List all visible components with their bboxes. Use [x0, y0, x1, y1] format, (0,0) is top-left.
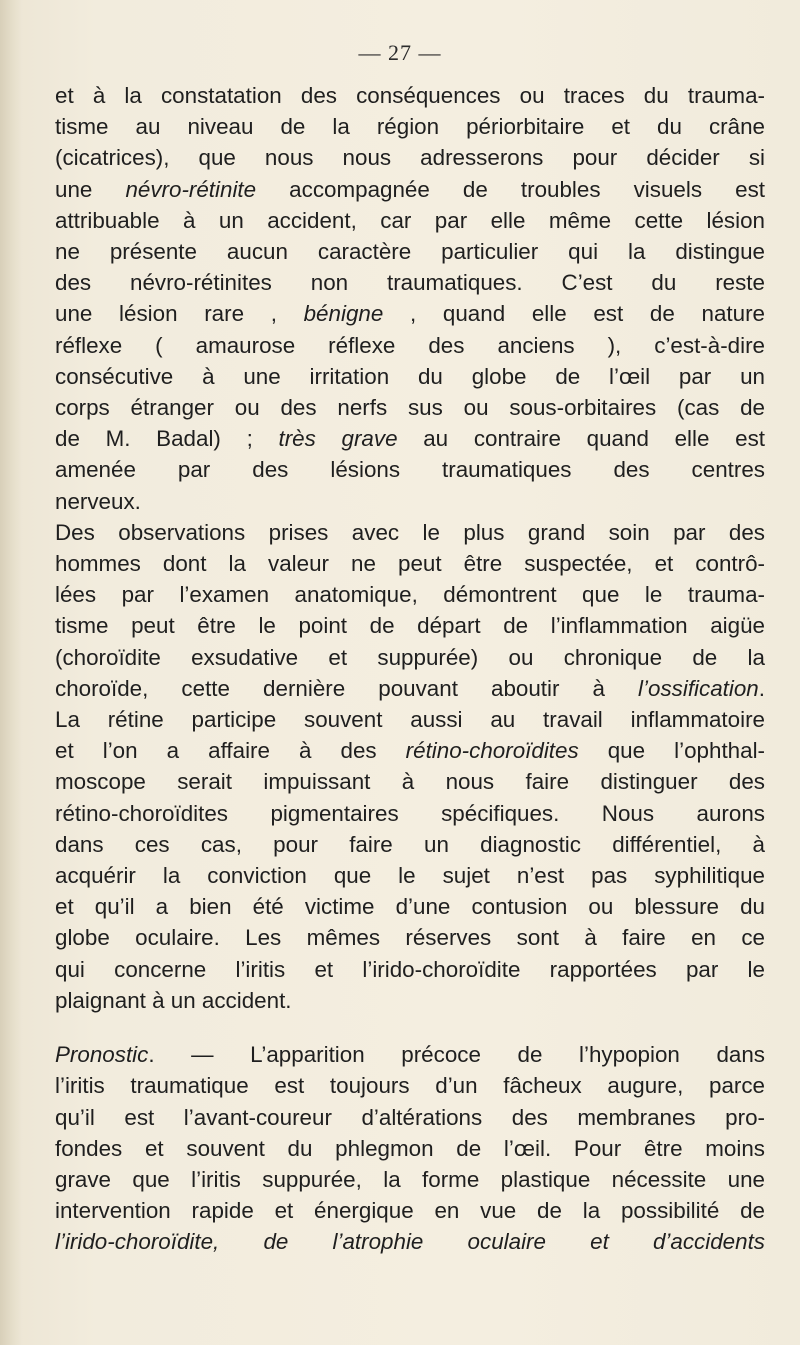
paragraph-1: [55, 80, 765, 517]
text-line: une névro-rétinite accompagnée de troubles visuels est: [55, 176, 765, 202]
paragraph-2: [55, 517, 765, 1016]
text-line: acquérir la conviction que le sujet n’est pas syphilitique: [55, 863, 765, 889]
text-line: (cicatrices), que nous nous adresserons pour décider si: [55, 145, 765, 171]
text-line: Des observations prises avec le plus grand soin par des: [55, 519, 765, 545]
text-line: ne présente aucun caractère particulier qui la distingue: [55, 239, 765, 265]
text-line: des névro-rétinites non traumatiques. C’est du reste: [55, 270, 765, 296]
text-line: qu’il est l’avant-coureur d’altérations des membranes pro-: [55, 1104, 765, 1130]
text-line: choroïde, cette dernière pouvant aboutir à l’ossification.: [55, 675, 765, 701]
text-line: La rétine participe souvent aussi au travail inflammatoire: [55, 707, 765, 733]
text-line: dans ces cas, pour faire un diagnostic différentiel, à: [55, 831, 765, 857]
text-line: attribuable à un accident, car par elle même cette lésion: [55, 207, 765, 233]
text-line: et l’on a affaire à des rétino-choroïdites que l’ophthal-: [55, 738, 765, 764]
text-line: moscope serait impuissant à nous faire distinguer des: [55, 769, 765, 795]
text-line: plaignant à un accident.: [55, 987, 292, 1013]
text-line: de M. Badal) ; très grave au contraire quand elle est: [55, 426, 765, 452]
text-line: qui concerne l’iritis et l’irido-choroïdite rapportées par le: [55, 956, 765, 982]
text-line: fondes et souvent du phlegmon de l’œil. Pour être moins: [55, 1135, 765, 1161]
text-line: réflexe ( amaurose réflexe des anciens ), c’est-à-dire: [55, 332, 765, 358]
page-gutter-shadow: [0, 0, 22, 1345]
text-line: l’irido-choroïdite, de l’atrophie oculaire et d’accidents: [55, 1229, 765, 1255]
text-line: grave que l’iritis suppurée, la forme plastique nécessite une: [55, 1166, 765, 1192]
text-line: et qu’il a bien été victime d’une contusion ou blessure du: [55, 894, 765, 920]
text-line: corps étranger ou des nerfs sus ou sous-orbitaires (cas de: [55, 395, 765, 421]
text-line: consécutive à une irritation du globe de l’œil par un: [55, 363, 765, 389]
paragraph-gap: [55, 1016, 765, 1039]
paragraph-3: [55, 1039, 765, 1257]
text-line: lées par l’examen anatomique, démontrent que le trauma-: [55, 582, 765, 608]
body-text: [55, 80, 765, 1258]
text-line: amenée par des lésions traumatiques des centres: [55, 457, 765, 483]
text-line: une lésion rare , bénigne , quand elle est de nature: [55, 301, 765, 327]
text-line: hommes dont la valeur ne peut être suspectée, et contrô-: [55, 551, 765, 577]
text-line: nerveux.: [55, 488, 141, 514]
text-line: tisme peut être le point de départ de l’inflammation aigüe: [55, 613, 765, 639]
text-line: intervention rapide et énergique en vue de la possibilité de: [55, 1198, 765, 1224]
text-line: globe oculaire. Les mêmes réserves sont à faire en ce: [55, 925, 765, 951]
page-number: — 27 —: [358, 40, 442, 65]
text-line: rétino-choroïdites pigmentaires spécifiques. Nous aurons: [55, 800, 765, 826]
text-line: (choroïdite exsudative et suppurée) ou chronique de la: [55, 644, 765, 670]
text-line: Pronostic. — L’apparition précoce de l’hypopion dans: [55, 1042, 765, 1068]
text-line: tisme au niveau de la région périorbitaire et du crâne: [55, 114, 765, 140]
text-line: l’iritis traumatique est toujours d’un fâcheux augure, parce: [55, 1073, 765, 1099]
text-line: et à la constatation des conséquences ou traces du trauma-: [55, 83, 765, 108]
